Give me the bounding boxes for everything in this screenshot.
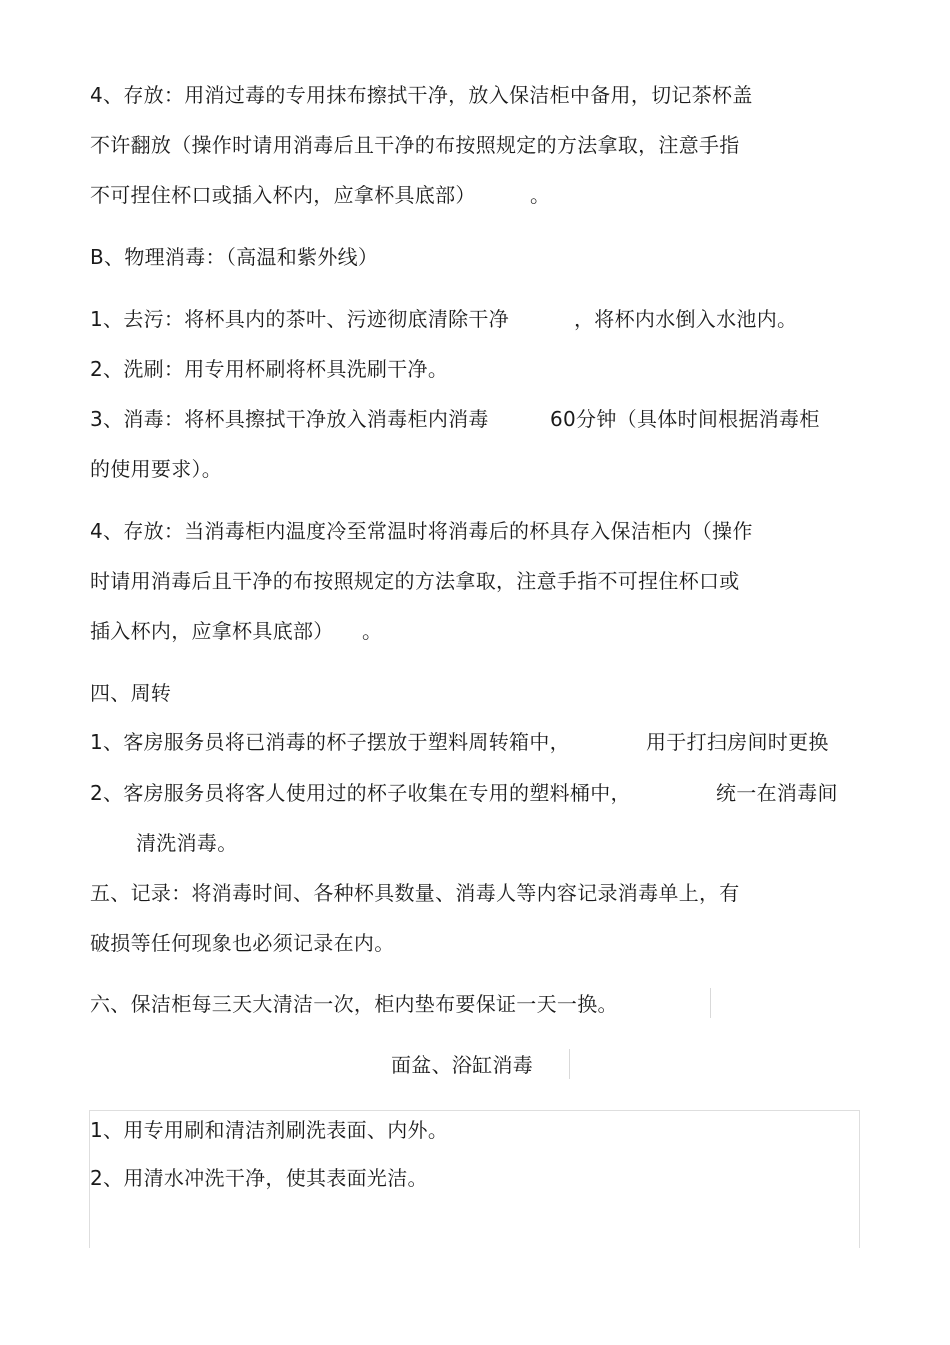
line-text: ，将杯内水倒入水池内。: [574, 307, 798, 331]
section-heading: 四、周转: [90, 681, 172, 705]
paragraph-line: [90, 780, 850, 806]
line-text: 统一在消毒间: [716, 781, 838, 805]
paragraph-line: 五、记录：将消毒时间、各种杯具数量、消毒人等内容记录消毒单上，有: [90, 881, 740, 905]
paragraph-line: 4、存放：当消毒柜内温度冷至常温时将消毒后的杯具存入保洁柜内（操作: [90, 519, 753, 543]
paragraph-line: [90, 306, 850, 332]
line-text: 用于打扫房间时更换: [646, 730, 829, 754]
line-text: 1、去污：将杯具内的茶叶、污迹彻底清除干净: [90, 307, 510, 331]
paragraph-line: 六、保洁柜每三天大清洁一次，柜内垫布要保证一天一换。: [90, 992, 618, 1016]
paragraph-line: 4、存放：用消过毒的专用抹布擦拭干净，放入保洁柜中备用，切记茶杯盖: [90, 83, 753, 107]
paragraph-line: 2、用清水冲洗干净，使其表面光洁。: [90, 1166, 428, 1190]
paragraph-line: 清洗消毒。: [136, 831, 238, 855]
section-heading: B、物理消毒：（高温和紫外线）: [90, 245, 379, 269]
paragraph-line: 不许翻放（操作时请用消毒后且干净的布按照规定的方法拿取，注意手指: [90, 133, 740, 157]
paragraph-line: [90, 729, 850, 755]
line-text: 3、消毒：将杯具擦拭干净放入消毒柜内消毒: [90, 407, 489, 431]
paragraph-line: [90, 406, 850, 432]
paragraph-line: 的使用要求）。: [90, 457, 223, 481]
line-text: 2、客房服务员将客人使用过的杯子收集在专用的塑料桶中，: [90, 781, 631, 805]
line-text: 不可捏住杯口或插入杯内，应拿杯具底部）: [90, 183, 476, 207]
paragraph-line: [90, 182, 590, 208]
text-frame-edge: [569, 1049, 570, 1079]
line-text: 60分钟（具体时间根据消毒柜: [550, 407, 820, 431]
text-frame-edge: [710, 988, 711, 1018]
paragraph-line: 2、洗刷：用专用杯刷将杯具洗刷干净。: [90, 357, 449, 381]
paragraph-line: 1、用专用刷和清洁剂刷洗表面、内外。: [90, 1118, 449, 1142]
line-text: 插入杯内，应拿杯具底部）: [90, 619, 334, 643]
line-text: 1、客房服务员将已消毒的杯子摆放于塑料周转箱中，: [90, 730, 570, 754]
paragraph-line: 破损等任何现象也必须记录在内。: [90, 931, 395, 955]
line-end-punct: 。: [362, 619, 383, 643]
paragraph-line: 时请用消毒后且干净的布按照规定的方法拿取，注意手指不可捏住杯口或: [90, 569, 740, 593]
subsection-title: 面盆、浴缸消毒: [391, 1053, 534, 1077]
line-end-punct: 。: [530, 183, 551, 207]
paragraph-line: [90, 618, 490, 644]
